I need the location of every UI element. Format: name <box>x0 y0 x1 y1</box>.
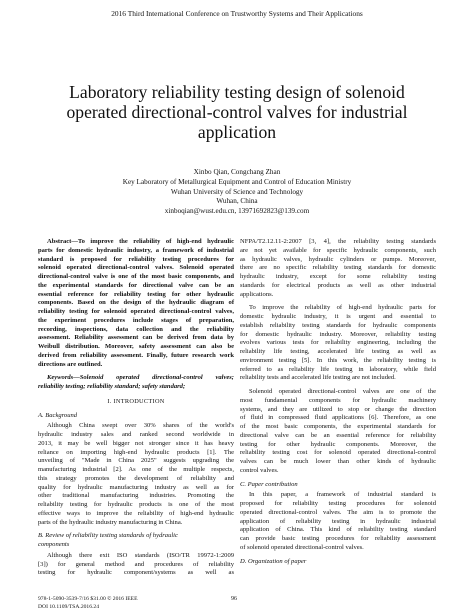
body-line: as hydraulic valves, hydraulic cylinders or pumps. Moreover, <box>240 255 436 263</box>
subsection-line: components <box>38 541 70 548</box>
body-line: operated directional-control valves. The aim is to promote the <box>240 508 436 516</box>
body-line: unveiling of "Made in China 2025" suggests upgrading the <box>38 457 234 465</box>
body-line: quality for hydraulic manufacturing industry as well as for <box>38 483 234 491</box>
body-line: application of reliability testing in hydraulic industrial <box>240 517 436 525</box>
author-university: Wuhan University of Science and Technology <box>170 187 304 196</box>
abstract-line: the experiment procedures include stages of preparation, <box>38 316 234 324</box>
body-line: reliability life testing, accelerated life testing as well as <box>240 348 436 355</box>
body-line: systems, and they are utilized to stop or change the direction <box>240 405 436 413</box>
body-line: of the most basic components, the experimental standards for <box>240 423 436 430</box>
abstract <box>38 238 234 369</box>
body-line: reliability testing for hydraulic products is one of the most <box>38 501 234 508</box>
abstract-line: solenoid operated directional-control valves. Solenoid operated <box>38 264 234 272</box>
body-line: directional valve can be an essential reference for reliability <box>240 431 436 439</box>
abstract-line: recording, inspections, data collection and the reliability <box>38 325 234 333</box>
body-line: 2013, it may be well bigger not stronger since it has heavy <box>38 439 234 447</box>
body-line: NFPA/T2.12.11-2:2007 [3, 4], the reliability testing standards <box>240 238 436 245</box>
body-line: [3]) for general method and procedures of reliability <box>38 560 234 568</box>
paragraph-contribution <box>240 491 436 552</box>
subsection-heading-background: A. Background <box>38 411 78 419</box>
section-heading-introduction: I. INTRODUCTION <box>107 397 165 405</box>
author-affiliation: Key Laboratory of Metallurgical Equipment and Control of Education Ministry <box>122 177 352 186</box>
paragraph-solenoid <box>240 388 436 476</box>
body-line: of solenoid operated directional-control valves. <box>240 543 364 551</box>
body-line: hydraulic industry sales and ranked second worldwide in <box>38 431 234 438</box>
body-line: parts of the hydraulic industry manufacturing in China. <box>38 518 183 526</box>
footer-copyright <box>38 596 138 611</box>
footer-doi: DOI 10.1109/TSA.2016.24 <box>38 603 100 610</box>
abstract-line: assessment. Reliability assessment can be derived from data by <box>38 334 234 342</box>
title-line: Laboratory reliability testing design of solenoid <box>69 82 405 102</box>
abstract-line: derived from reliability assessment. Finally, future research work <box>38 351 234 359</box>
body-line: control valves. <box>240 466 279 474</box>
right-column <box>240 238 436 568</box>
footer-isbn: 978-1-5090-3539-7/16 $31.00 © 2016 IEEE <box>38 596 138 602</box>
paragraph-improve <box>240 304 436 383</box>
body-line: To improve the reliability of high-end hydraulic parts for <box>249 304 436 312</box>
keywords <box>38 374 234 392</box>
author-block <box>40 168 434 217</box>
abstract-line: the experimental standards for directional valve can be an <box>38 281 234 289</box>
abstract-line: directional-control valve is one of the most basic components, and <box>38 273 234 280</box>
body-line: of fluid in compressed fluid applications [6]. Therefore, as one <box>240 414 436 422</box>
review-paragraph <box>38 552 234 578</box>
body-line: proposed for reliability testing procedures for solenoid <box>240 500 436 507</box>
author-names: Xinbo Qian, Congchang Zhan <box>193 168 281 176</box>
abstract-line: directions are outlined. <box>38 360 103 368</box>
author-location: Wuhan, China <box>216 197 258 206</box>
abstract-line: Abstract—To improve the reliability of high-end hydraulic <box>47 238 234 245</box>
background-paragraph <box>38 422 234 527</box>
subsection-heading-organization: D. Organization of paper <box>240 557 307 565</box>
body-line: other traditional manufacturing industries. Promoting the <box>38 492 234 500</box>
body-line: referred to as reliability life testing in laboratory, while field <box>240 365 436 373</box>
left-column <box>38 238 234 578</box>
body-line: for domestic hydraulic industry. Moreover, reliability testing <box>240 330 436 338</box>
body-line: evolves various tests for reliability engineering, including the <box>240 339 436 347</box>
body-line: testing for hydraulic component/systems as well as <box>38 569 234 577</box>
body-line: In this paper, a framework of industrial standard is <box>249 491 436 499</box>
body-line: testing for other hydraulic components. Moreover, the <box>240 440 436 448</box>
body-line: this strategy promotes the development of reliability and <box>38 474 234 482</box>
conference-header: 2016 Third International Conference on Trustworthy Systems and Their Applications <box>111 9 363 18</box>
page-number: 96 <box>231 596 237 602</box>
body-line: application of China. This kind of reliability testing standard <box>240 526 436 534</box>
subsection-line: B. Review of reliability testing standards of hydraulic <box>38 532 178 540</box>
paragraph-standards <box>240 238 436 299</box>
body-line: establish reliability testing standards for hydraulic components <box>240 321 436 329</box>
abstract-line: reliability testing for solenoid operated directional-control valves, <box>38 308 234 315</box>
body-line: Solenoid operated directional-control valves are one of the <box>249 388 436 395</box>
body-line: domestic hydraulic industry, it is urgent and essential to <box>240 313 436 320</box>
body-line: manufacturing industrial [2]. As one of the multiple respects, <box>38 466 234 473</box>
body-line: applications. <box>240 290 274 298</box>
title-line: application <box>197 122 277 142</box>
body-line: valves can be much lower than other kinds of hydraulic <box>240 458 436 465</box>
keywords-line: reliability testing; reliability standard; safety standard; <box>38 383 186 390</box>
body-line: most fundamental components for hydraulic machinery <box>240 396 436 404</box>
paper-title <box>40 82 434 142</box>
abstract-line: parts for domestic hydraulic industry, a framework of industrial <box>38 246 234 254</box>
body-line: can provide basic testing procedures for reliability assessment <box>240 535 436 542</box>
body-line: reliability testing cost for solenoid operated directional-control <box>240 449 436 457</box>
body-line: reliability tests and accelerated life testing are not included. <box>240 374 396 382</box>
subsection-heading-contribution: C. Paper contribution <box>240 480 298 488</box>
subsection-heading-review <box>38 532 234 550</box>
body-line: are not yet available for specific hydraulic components, such <box>240 246 436 254</box>
body-line: environment testing [5]. In this work, the reliability testing is <box>240 356 436 364</box>
abstract-line: standard is proposed for reliability testing procedures for <box>38 255 234 263</box>
abstract-line: essential reference for reliability testing for other hydraulic <box>38 290 234 298</box>
body-line: reliance on importing high-end hydraulic products [1]. The <box>38 448 234 456</box>
author-emails: xinboqian@wust.edu.cn, 13971692823@139.com <box>164 207 310 216</box>
body-line: hydraulic industry, except for some reliability testing <box>240 273 436 280</box>
abstract-line: components. Based on the design of the hydraulic diagram of <box>38 299 234 307</box>
body-line: there are no specific reliability testing standards for domestic <box>240 264 436 272</box>
abstract-line: Weibull distribution. Moreover, safety assessment can also be <box>38 343 234 350</box>
body-line: effective ways to improve the reliability of high-end hydraulic <box>38 509 234 517</box>
body-line: standards for electrical products as well as other industrial <box>240 281 436 289</box>
body-line: Although China swept over 30% shares of the world's <box>47 422 234 430</box>
keywords-line: Keywords—Solenoid operated directional-control valves; <box>47 374 234 382</box>
body-line: Although there exit ISO standards (ISO/TR 19972-1:2009 <box>47 551 234 559</box>
title-line: operated directional-control valves for industrial <box>66 102 408 122</box>
